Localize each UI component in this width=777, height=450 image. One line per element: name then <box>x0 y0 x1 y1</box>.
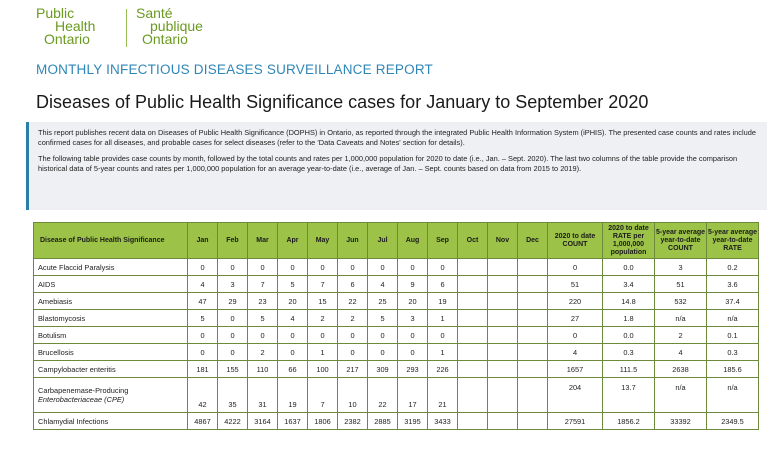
header-month: Jun <box>338 223 368 259</box>
rate-2020-cell: 111.5 <box>603 361 655 378</box>
table-row <box>34 413 759 430</box>
month-count-cell: 0 <box>308 327 338 344</box>
intro-paragraph: The following table provides case counts by month, followed by the total counts and rates per 1,000,000 population for 2020 to date (i.e., Jan. – Sept. 2020). The last two columns of the table provide the comparison historical data of 5-year counts and rates per 1,000,000 population for an average year-to-date (i.e., average of Jan. – Sept. counts based on data from 2015 to 2019). <box>38 154 738 173</box>
month-count-cell: 3433 <box>428 413 458 430</box>
header-month: Apr <box>278 223 308 259</box>
month-count-cell: 0 <box>218 259 248 276</box>
month-count-cell: 1806 <box>308 413 338 430</box>
month-count-cell: 25 <box>368 293 398 310</box>
month-count-cell: 6 <box>338 276 368 293</box>
month-count-cell: 21 <box>428 378 458 413</box>
disease-name: Chlamydial Infections <box>38 416 109 426</box>
disease-name: AIDS <box>38 279 56 289</box>
month-count-cell: 0 <box>218 344 248 361</box>
table-row <box>34 361 759 378</box>
count-5yr-cell: 2 <box>655 327 707 344</box>
rate-5yr-cell: n/a <box>707 378 759 413</box>
month-count-cell: 1 <box>308 344 338 361</box>
month-count-cell: 15 <box>308 293 338 310</box>
month-count-cell <box>488 344 518 361</box>
month-count-cell: 0 <box>338 344 368 361</box>
table-row <box>34 276 759 293</box>
month-count-cell: 10 <box>338 378 368 413</box>
month-count-cell: 0 <box>308 259 338 276</box>
table-row <box>34 378 759 413</box>
month-count-cell: 3164 <box>248 413 278 430</box>
month-count-cell: 35 <box>218 378 248 413</box>
month-count-cell: 19 <box>428 293 458 310</box>
month-count-cell: 0 <box>398 259 428 276</box>
month-count-cell: 7 <box>308 378 338 413</box>
count-5yr-cell: n/a <box>655 310 707 327</box>
month-count-cell <box>458 310 488 327</box>
month-count-cell <box>518 310 548 327</box>
month-count-cell <box>518 327 548 344</box>
disease-name-cell <box>34 361 188 378</box>
month-count-cell: 5 <box>368 310 398 327</box>
count-5yr-cell: n/a <box>655 378 707 413</box>
month-count-cell: 0 <box>248 327 278 344</box>
logo-divider <box>126 9 127 47</box>
month-count-cell: 293 <box>398 361 428 378</box>
month-count-cell <box>518 344 548 361</box>
month-count-cell: 5 <box>278 276 308 293</box>
disease-name: Brucellosis <box>38 347 74 357</box>
month-count-cell: 2 <box>248 344 278 361</box>
month-count-cell <box>458 327 488 344</box>
disease-name: Blastomycosis <box>38 313 86 323</box>
disease-name: Carbapenemase-Producing <box>38 386 129 395</box>
month-count-cell: 23 <box>248 293 278 310</box>
month-count-cell: 9 <box>398 276 428 293</box>
month-count-cell <box>488 310 518 327</box>
month-count-cell: 100 <box>308 361 338 378</box>
header-rate-5yr: 5-year average year-to-date RATE <box>707 223 759 259</box>
logo-english <box>36 7 120 46</box>
header-rate-2020: 2020 to date RATE per 1,000,000 population <box>603 223 655 259</box>
disease-name-italic: Enterobacteriaceae (CPE) <box>38 395 125 404</box>
month-count-cell: 0 <box>278 259 308 276</box>
rate-5yr-cell: 37.4 <box>707 293 759 310</box>
count-5yr-cell: 2638 <box>655 361 707 378</box>
month-count-cell: 42 <box>188 378 218 413</box>
month-count-cell: 7 <box>308 276 338 293</box>
month-count-cell <box>458 293 488 310</box>
month-count-cell: 0 <box>368 344 398 361</box>
month-count-cell: 0 <box>188 259 218 276</box>
intro-box <box>26 122 767 210</box>
rate-2020-cell: 0.3 <box>603 344 655 361</box>
table-row <box>34 293 759 310</box>
disease-name: Campylobacter enteritis <box>38 364 116 374</box>
month-count-cell: 1 <box>428 344 458 361</box>
month-count-cell: 1637 <box>278 413 308 430</box>
month-count-cell: 217 <box>338 361 368 378</box>
rate-2020-cell: 1856.2 <box>603 413 655 430</box>
month-count-cell: 0 <box>278 327 308 344</box>
table-header-row <box>34 223 759 259</box>
month-count-cell <box>488 293 518 310</box>
count-2020-cell: 27 <box>548 310 603 327</box>
count-2020-cell: 4 <box>548 344 603 361</box>
header-month: Jan <box>188 223 218 259</box>
disease-table <box>33 222 759 430</box>
disease-name-cell <box>34 344 188 361</box>
month-count-cell: 4 <box>368 276 398 293</box>
month-count-cell: 1 <box>428 310 458 327</box>
month-count-cell: 0 <box>188 327 218 344</box>
disease-name-cell <box>34 413 188 430</box>
month-count-cell: 0 <box>188 344 218 361</box>
month-count-cell: 0 <box>218 310 248 327</box>
count-5yr-cell: 51 <box>655 276 707 293</box>
rate-2020-cell: 0.0 <box>603 259 655 276</box>
month-count-cell: 17 <box>398 378 428 413</box>
month-count-cell: 66 <box>278 361 308 378</box>
month-count-cell: 226 <box>428 361 458 378</box>
rate-5yr-cell: 0.2 <box>707 259 759 276</box>
rate-5yr-cell: 0.1 <box>707 327 759 344</box>
disease-name-cell <box>34 276 188 293</box>
count-2020-cell: 1657 <box>548 361 603 378</box>
header-month: Sep <box>428 223 458 259</box>
month-count-cell <box>458 361 488 378</box>
logo-en-line: Health <box>55 18 96 34</box>
count-2020-cell: 204 <box>548 378 603 413</box>
month-count-cell: 0 <box>278 344 308 361</box>
count-5yr-cell: 532 <box>655 293 707 310</box>
month-count-cell: 0 <box>248 259 278 276</box>
intro-paragraph: This report publishes recent data on Diseases of Public Health Significance (DOPHS) in Ontario, as reported through the integrated Public Health Information System (iPHIS). The presented case counts and rates include confirmed cases for all diseases, and probable cases for select diseases (refer to the 'Data Caveats and Notes' section for details). <box>38 128 756 147</box>
disease-name-cell <box>34 259 188 276</box>
month-count-cell: 181 <box>188 361 218 378</box>
month-count-cell <box>518 413 548 430</box>
disease-name-cell <box>34 293 188 310</box>
month-count-cell: 0 <box>338 327 368 344</box>
month-count-cell: 5 <box>248 310 278 327</box>
header-month: May <box>308 223 338 259</box>
month-count-cell: 7 <box>248 276 278 293</box>
logo-french <box>136 7 236 46</box>
count-5yr-cell: 33392 <box>655 413 707 430</box>
month-count-cell <box>488 327 518 344</box>
month-count-cell: 3 <box>398 310 428 327</box>
month-count-cell <box>458 259 488 276</box>
month-count-cell: 155 <box>218 361 248 378</box>
month-count-cell: 5 <box>188 310 218 327</box>
rate-2020-cell: 14.8 <box>603 293 655 310</box>
header-month: Feb <box>218 223 248 259</box>
month-count-cell: 0 <box>218 327 248 344</box>
month-count-cell: 2 <box>308 310 338 327</box>
rate-5yr-cell: n/a <box>707 310 759 327</box>
month-count-cell: 20 <box>278 293 308 310</box>
month-count-cell: 0 <box>368 327 398 344</box>
month-count-cell: 4 <box>188 276 218 293</box>
header-count-2020: 2020 to date COUNT <box>548 223 603 259</box>
month-count-cell <box>488 378 518 413</box>
month-count-cell: 31 <box>248 378 278 413</box>
count-5yr-cell: 3 <box>655 259 707 276</box>
month-count-cell: 3195 <box>398 413 428 430</box>
header-disease: Disease of Public Health Significance <box>34 223 188 259</box>
month-count-cell <box>458 276 488 293</box>
month-count-cell: 2885 <box>368 413 398 430</box>
month-count-cell <box>458 378 488 413</box>
month-count-cell: 20 <box>398 293 428 310</box>
month-count-cell: 4 <box>278 310 308 327</box>
logo-en-line: Ontario <box>44 31 90 47</box>
rate-2020-cell: 13.7 <box>603 378 655 413</box>
disease-name: Botulism <box>38 330 67 340</box>
header-count-5yr: 5-year average year-to-date COUNT <box>655 223 707 259</box>
rate-2020-cell: 0.0 <box>603 327 655 344</box>
month-count-cell <box>518 293 548 310</box>
disease-name-cell <box>34 327 188 344</box>
rate-2020-cell: 3.4 <box>603 276 655 293</box>
header-month: Oct <box>458 223 488 259</box>
rate-5yr-cell: 2349.5 <box>707 413 759 430</box>
logo-fr-line: Ontario <box>142 31 188 47</box>
header-month: Dec <box>518 223 548 259</box>
month-count-cell: 29 <box>218 293 248 310</box>
month-count-cell <box>518 259 548 276</box>
count-2020-cell: 51 <box>548 276 603 293</box>
month-count-cell: 2382 <box>338 413 368 430</box>
disease-name: Amebiasis <box>38 296 73 306</box>
table-row <box>34 310 759 327</box>
rate-2020-cell: 1.8 <box>603 310 655 327</box>
month-count-cell <box>488 259 518 276</box>
month-count-cell: 6 <box>428 276 458 293</box>
count-2020-cell: 0 <box>548 327 603 344</box>
report-kicker: MONTHLY INFECTIOUS DISEASES SURVEILLANCE REPORT <box>36 62 433 77</box>
month-count-cell: 22 <box>368 378 398 413</box>
table-row <box>34 259 759 276</box>
disease-name: Acute Flaccid Paralysis <box>38 262 115 272</box>
count-2020-cell: 0 <box>548 259 603 276</box>
logo-fr-line: Santé <box>136 5 173 21</box>
disease-name-cell <box>34 310 188 327</box>
month-count-cell: 4222 <box>218 413 248 430</box>
count-5yr-cell: 4 <box>655 344 707 361</box>
month-count-cell <box>488 413 518 430</box>
header-month: Jul <box>368 223 398 259</box>
header-month: Nov <box>488 223 518 259</box>
month-count-cell <box>518 378 548 413</box>
month-count-cell <box>518 361 548 378</box>
month-count-cell: 4867 <box>188 413 218 430</box>
disease-name-cell <box>34 378 188 413</box>
month-count-cell: 0 <box>368 259 398 276</box>
month-count-cell: 2 <box>338 310 368 327</box>
month-count-cell: 0 <box>338 259 368 276</box>
logo-en-line: Public <box>36 5 75 21</box>
month-count-cell: 0 <box>428 327 458 344</box>
month-count-cell: 3 <box>218 276 248 293</box>
count-2020-cell: 220 <box>548 293 603 310</box>
month-count-cell: 0 <box>398 327 428 344</box>
month-count-cell: 110 <box>248 361 278 378</box>
rate-5yr-cell: 185.6 <box>707 361 759 378</box>
month-count-cell <box>518 276 548 293</box>
month-count-cell: 0 <box>428 259 458 276</box>
month-count-cell: 22 <box>338 293 368 310</box>
rate-5yr-cell: 3.6 <box>707 276 759 293</box>
month-count-cell: 0 <box>398 344 428 361</box>
table-row <box>34 344 759 361</box>
month-count-cell <box>488 361 518 378</box>
month-count-cell <box>488 276 518 293</box>
header-month: Aug <box>398 223 428 259</box>
report-title: Diseases of Public Health Significance cases for January to September 2020 <box>36 92 649 112</box>
month-count-cell: 47 <box>188 293 218 310</box>
month-count-cell: 19 <box>278 378 308 413</box>
rate-5yr-cell: 0.3 <box>707 344 759 361</box>
month-count-cell <box>458 413 488 430</box>
table-row <box>34 327 759 344</box>
logo-fr-line: publique <box>150 18 203 34</box>
count-2020-cell: 27591 <box>548 413 603 430</box>
month-count-cell: 309 <box>368 361 398 378</box>
header-month: Mar <box>248 223 278 259</box>
month-count-cell <box>458 344 488 361</box>
table-body <box>34 259 759 430</box>
